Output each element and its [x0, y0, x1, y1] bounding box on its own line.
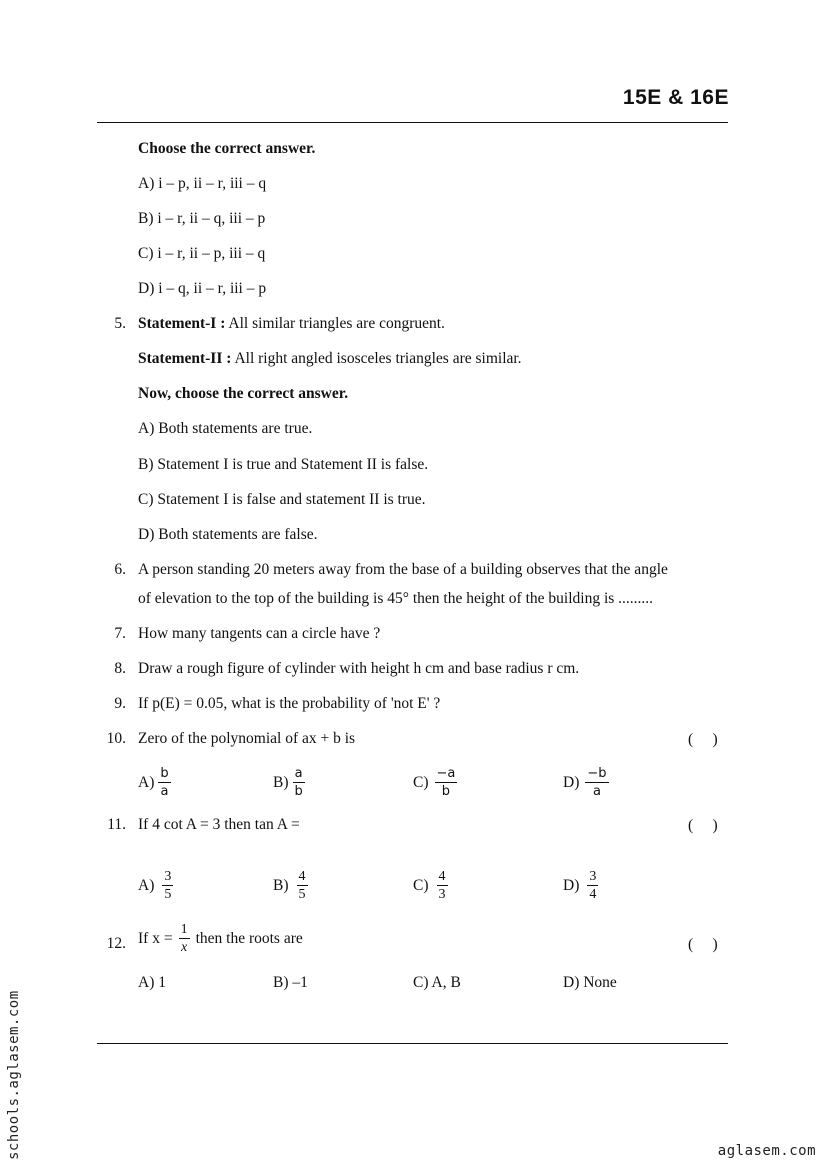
q11-b-label: B): [273, 876, 289, 894]
q12-option-d: D) None: [563, 974, 617, 991]
q10-c-fraction: [435, 766, 458, 799]
q11-c-label: C): [413, 876, 429, 894]
q11-d-fraction: [587, 869, 598, 902]
footer-watermark: aglasem.com: [717, 1143, 816, 1159]
paper-code: 15E & 16E: [622, 86, 729, 109]
q10-option-d: [563, 766, 609, 799]
q12-answer-blank: ( ): [688, 936, 718, 953]
q11-c-den: 3: [438, 887, 446, 902]
q12-frac-den: x: [180, 940, 188, 955]
q11-c-fraction: [437, 869, 448, 902]
q12-number: 12.: [106, 935, 126, 952]
q10-d-den: a: [592, 784, 601, 799]
q10-a-den: a: [160, 784, 169, 799]
q11-a-fraction: [162, 869, 173, 902]
q12-frac-num: 1: [180, 922, 188, 937]
q5-number: 5.: [114, 315, 126, 332]
q12-option-b: B) –1: [273, 974, 308, 991]
q5-option-c: C) Statement I is false and statement II is true.: [138, 491, 426, 508]
q5-s1-label: Statement-I :: [138, 315, 226, 332]
q5-statement-2: [138, 349, 522, 369]
q9-number: 9.: [114, 695, 126, 712]
q4-prompt: Choose the correct answer.: [138, 140, 316, 157]
q12-option-a: A) 1: [138, 974, 166, 991]
q11-number: 11.: [107, 816, 126, 833]
side-watermark: schools.aglasem.com: [6, 990, 22, 1160]
top-rule: [97, 122, 728, 123]
q11-d-label: D): [563, 876, 580, 894]
q12-text: [138, 922, 303, 955]
q5-option-a: A) Both statements are true.: [138, 420, 313, 437]
q5-prompt: Now, choose the correct answer.: [138, 385, 349, 402]
q11-a-den: 5: [164, 887, 172, 902]
q12-post: then the roots are: [195, 929, 303, 947]
q11-option-d: [563, 869, 598, 902]
q11-option-a: [138, 869, 173, 902]
q11-answer-blank: ( ): [688, 817, 718, 834]
q11-d-num: 3: [589, 869, 597, 884]
q11-a-num: 3: [164, 869, 172, 884]
bottom-rule: [97, 1043, 728, 1044]
q10-b-den: b: [294, 784, 303, 799]
q10-a-num: b: [160, 766, 169, 781]
q11-d-den: 4: [589, 887, 597, 902]
q12-option-c: C) A, B: [413, 974, 461, 991]
q5-s1-text: All similar triangles are congruent.: [228, 315, 445, 332]
q10-number: 10.: [106, 730, 126, 747]
q5-option-d: D) Both statements are false.: [138, 526, 318, 543]
q10-a-fraction: [158, 766, 170, 799]
q4-option-b: B) i – r, ii – q, iii – p: [138, 210, 266, 227]
q10-d-fraction: [585, 766, 608, 799]
q6-number: 6.: [114, 561, 126, 578]
q6-line-1: A person standing 20 meters away from the base of a building observes that the angle: [138, 561, 668, 578]
q10-a-label: A): [138, 773, 155, 791]
q4-option-d: D) i – q, ii – r, iii – p: [138, 280, 267, 297]
q10-b-label: B): [273, 773, 289, 791]
q10-option-c: [413, 766, 457, 799]
q10-answer-blank: ( ): [688, 731, 718, 748]
q10-b-fraction: [293, 766, 305, 799]
q10-option-b: [273, 766, 305, 799]
q9-text: If p(E) = 0.05, what is the probability of 'not E' ?: [138, 695, 441, 712]
q5-s2-label: Statement-II :: [138, 350, 232, 367]
q4-option-a: A) i – p, ii – r, iii – q: [138, 175, 267, 192]
q7-number: 7.: [114, 625, 126, 642]
q4-option-c: C) i – r, ii – p, iii – q: [138, 245, 266, 262]
q12-fraction: [179, 922, 190, 955]
q11-option-c: [413, 869, 448, 902]
q8-text: Draw a rough figure of cylinder with height h cm and base radius r cm.: [138, 660, 580, 677]
q10-c-num: −a: [436, 766, 456, 781]
q10-c-den: b: [441, 784, 451, 799]
q11-b-num: 4: [298, 869, 306, 884]
q10-option-a: [138, 766, 171, 799]
q5-s2-text: All right angled isosceles triangles are similar.: [234, 350, 522, 367]
q11-c-num: 4: [438, 869, 446, 884]
q10-d-label: D): [563, 773, 580, 791]
q10-d-num: −b: [587, 766, 607, 781]
q12-pre: If x =: [138, 929, 173, 947]
q11-option-b: [273, 869, 308, 902]
q10-c-label: C): [413, 773, 429, 791]
q11-text: If 4 cot A = 3 then tan A =: [138, 816, 300, 833]
q11-b-den: 5: [298, 887, 306, 902]
q10-b-num: a: [294, 766, 303, 781]
q11-a-label: A): [138, 876, 155, 894]
q5-option-b: B) Statement I is true and Statement II is false.: [138, 456, 429, 473]
q11-b-fraction: [297, 869, 308, 902]
q5-statement-1: [138, 314, 445, 334]
q8-number: 8.: [114, 660, 126, 677]
q7-text: How many tangents can a circle have ?: [138, 625, 381, 642]
q6-line-2: of elevation to the top of the building is 45° then the height of the building is .........: [138, 590, 654, 607]
q10-text: Zero of the polynomial of ax + b is: [138, 730, 356, 747]
